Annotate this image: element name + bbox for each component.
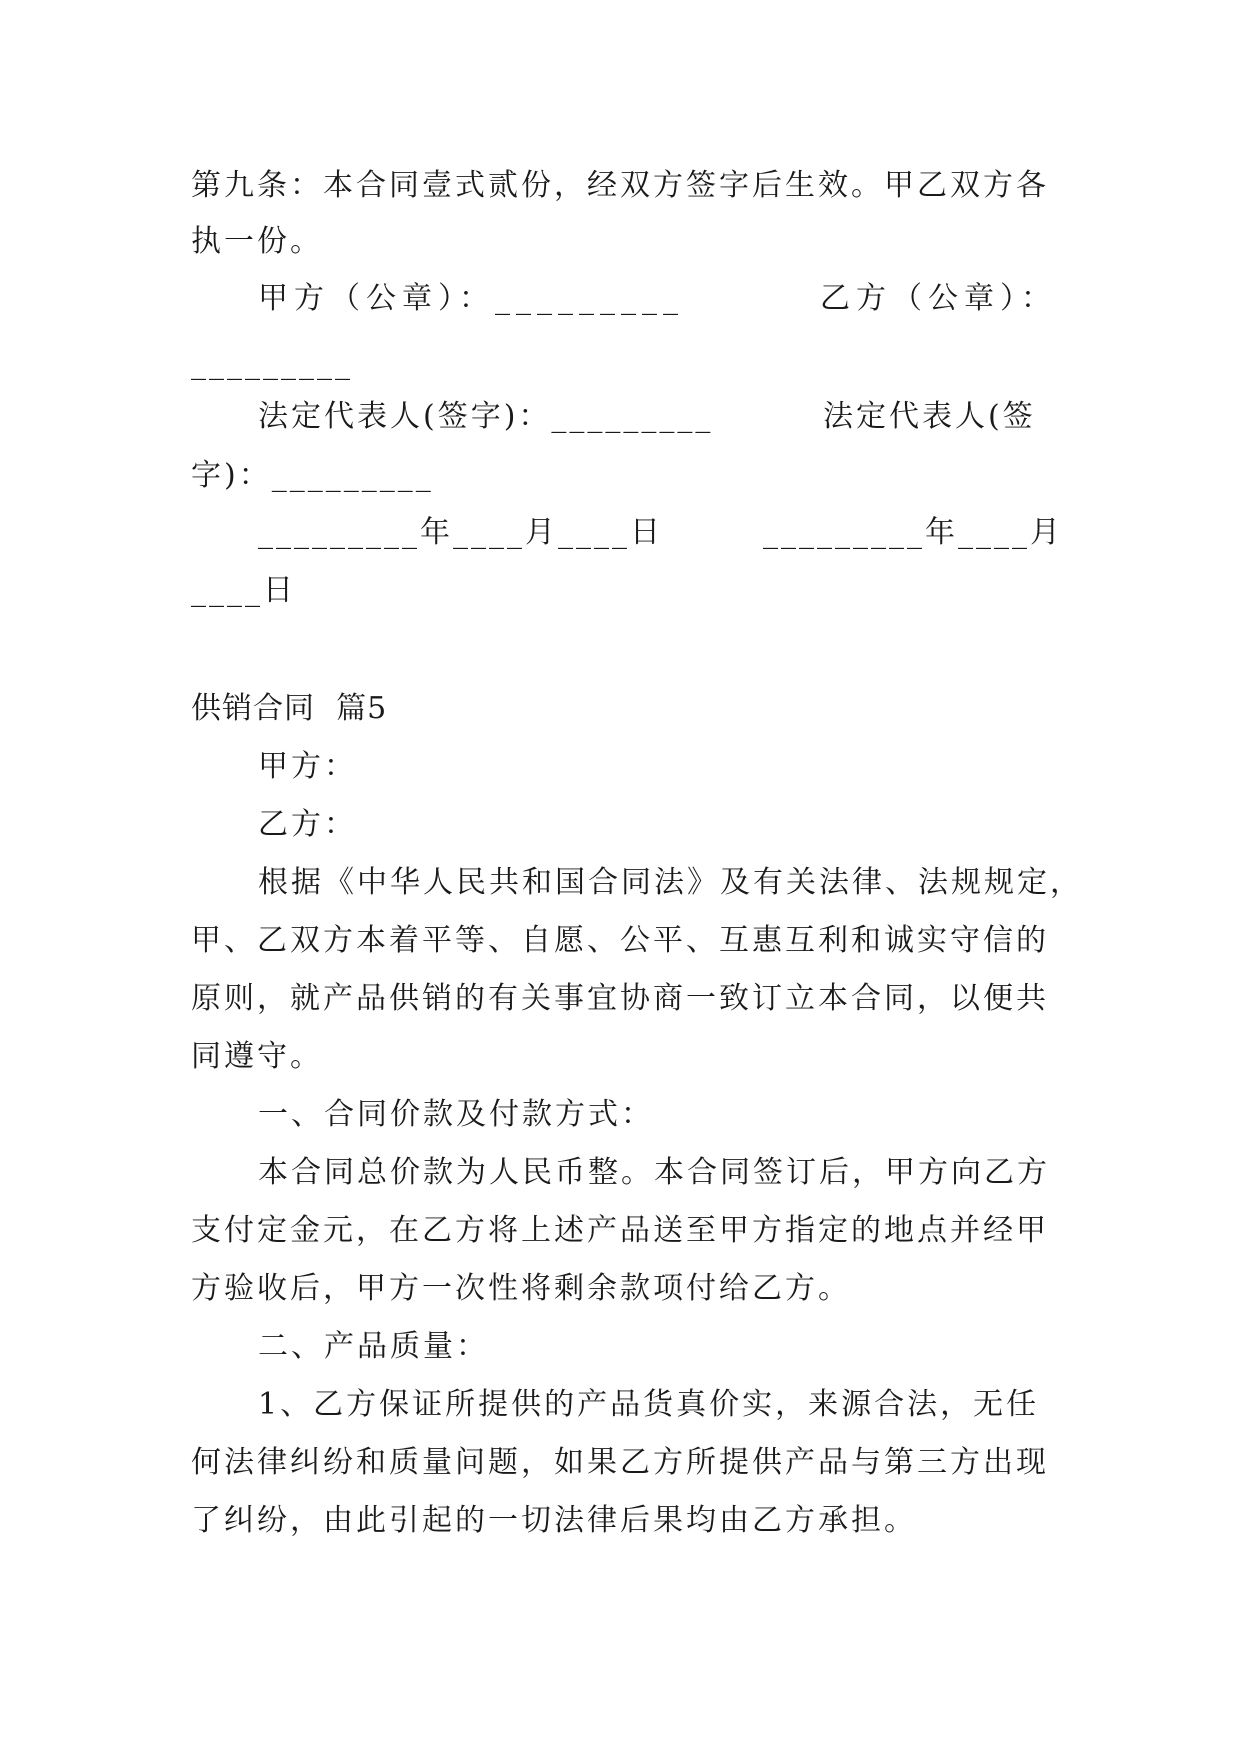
party-b-seal-blank: _________: [191, 346, 353, 381]
clause-2-line: 1、乙方保证所提供的产品货真价实，来源合法，无任: [258, 1387, 1040, 1422]
party-b-label: 乙方：: [258, 807, 357, 842]
party-a-representative: 法定代表人(签字)：_________: [258, 399, 714, 434]
clause-2-line: 何法律纠纷和质量问题，如果乙方所提供产品与第三方出现: [191, 1445, 1049, 1480]
section-nine-line-1: 第九条：本合同壹式贰份，经双方签字后生效。甲乙双方各: [191, 168, 1049, 203]
party-b-date-cont: ____日: [191, 573, 296, 608]
party-b-seal: 乙方（公章）：: [820, 281, 1057, 316]
party-b-representative-cont: 字)：_________: [191, 458, 434, 493]
clause-1-title: 一、合同价款及付款方式：: [258, 1097, 654, 1132]
clause-1-line: 本合同总价款为人民币整。本合同签订后，甲方向乙方: [258, 1155, 1050, 1190]
party-b-representative: 法定代表人(签: [823, 399, 1036, 434]
intro-line: 原则，就产品供销的有关事宜协商一致订立本合同，以便共: [191, 981, 1049, 1016]
clause-2-title: 二、产品质量：: [258, 1329, 489, 1364]
clause-1-line: 方验收后，甲方一次性将剩余款项付给乙方。: [191, 1271, 851, 1306]
intro-line: 甲、乙双方本着平等、自愿、公平、互惠互利和诚实守信的: [191, 923, 1049, 958]
clause-1-line: 支付定金元，在乙方将上述产品送至甲方指定的地点并经甲: [191, 1213, 1049, 1248]
intro-line: 根据《中华人民共和国合同法》及有关法律、法规规定，: [258, 865, 1083, 900]
party-a-date: _________年____月____日: [258, 515, 663, 550]
contract-heading: 供销合同 篇5: [191, 691, 388, 726]
intro-line: 同遵守。: [191, 1039, 323, 1074]
clause-2-line: 了纠纷，由此引起的一切法律后果均由乙方承担。: [191, 1503, 917, 1538]
party-b-date: _________年____月: [763, 515, 1063, 550]
party-a-label: 甲方：: [258, 749, 357, 784]
section-nine-line-2: 执一份。: [191, 224, 323, 259]
party-a-seal: 甲方（公章）：_________: [258, 281, 684, 316]
